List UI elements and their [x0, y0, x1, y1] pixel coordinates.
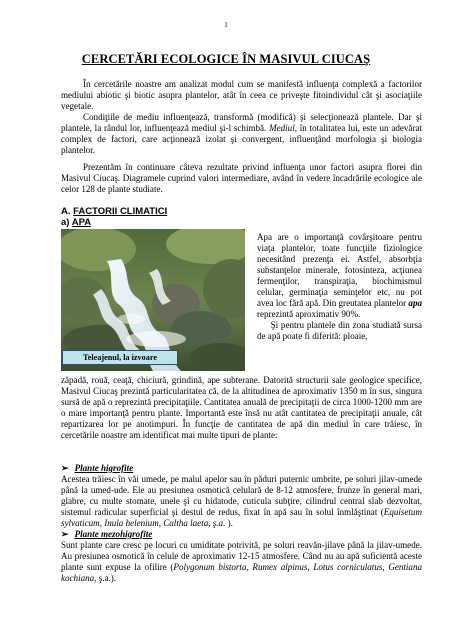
subsection-letter: a) [61, 217, 70, 228]
water-importance-text [257, 232, 422, 342]
mesohygrophytes-text-a: Sunt plante care cresc pe locuri cu umiditate potrivită, pe soluri reavăn-jilave până la jilav-umede. Au presiunea osmotică în celule de aproximativ 12-15 atmosfere. Când nu au apă suficientă aceste plante sunt expuse la ofilire ( [61, 540, 422, 572]
arrow-bullet-icon: ➢ [61, 529, 69, 539]
bullet-hygrophytes-label: Plante higrofite [74, 463, 134, 473]
bullet-mesohygrophytes-label: Plante mezohigrofite [74, 529, 153, 539]
section-label: FACTORII CLIMATICI [73, 206, 168, 217]
water-sources-text: Şi pentru plantele din zona studiată sursa de apă poate fi diferită: ploaie, [257, 320, 422, 341]
section-letter: A. [61, 206, 71, 217]
photo-caption: Teleajenul, la izvoare [62, 350, 178, 365]
environment-text-b: , în totalitatea lui, este un adevărat complex de factori, care acţionează izolat şi convergent, influenţând morfologia şi biologia plantelor. [61, 123, 422, 155]
subsection-heading-water [61, 217, 91, 228]
environment-paragraph [61, 112, 422, 156]
water-text-a: Apa are o importanţă covârşitoare pentru viaţa plantelor, toate funcţiile fiziologice necesitând prezenţa ei. Astfel, absorbţia substanţelor minerale, fotosinteza, acţiunea fermenţilor, transpiraţia, biochimismul celular, germinaţia seminţelor etc, nu pot avea loc fără apă. Din greutatea plantelor [257, 232, 422, 308]
water-text-b: reprezintă aproximativ 90%. [257, 309, 361, 319]
bullet-mesohygrophytes [61, 529, 152, 540]
hygrophytes-text-b: ). [225, 518, 233, 528]
water-sources-start [257, 320, 271, 331]
bullet-hygrophytes [61, 463, 133, 474]
mesohygrophytes-species: Polygonum bistorta, Rumex alpinus, Lotus corniculatus, Gentiana kochiana, [61, 562, 422, 583]
subsection-label: APA [71, 217, 92, 228]
water-sources-paragraph: zăpadă, rouă, ceaţă, chiciură, grindină, ape subterane. Datorită structurii sale geologice specifice, Masivul Ciucaş prezintă particularitatea că, de la altitudinea de aproximativ 1350 m în sus, singura sursă de apă o reprezintă precipitaţiile. Cantitatea anuală de precipitaţii de circa 1000-1200 mm are o mare importanţă pentru plante. Importantă este însă nu atât cantitatea de precipitaţii anuale, cât repartizarea lor pe anotimpuri. În funcţie de cantitatea de apă din mediul în care trăiesc, în cercetările noastre am identificat mai multe tipuri de plante: [61, 375, 422, 440]
intro-paragraph: În cercetările noastre am analizat modul cum se manifestă influenţa complexă a factorilor mediului abiotic şi biotic asupra plantelor, atât în ceea ce priveşte fitoindividul cât şi asociaţiile vegetale. [61, 79, 422, 111]
page-title: CERCETĂRI ECOLOGICE ÎN MASIVUL CIUCAŞ [81, 52, 371, 66]
arrow-bullet-icon: ➢ [61, 463, 69, 473]
environment-text-a: Condiţiile de mediu influenţează, transformă (modifică) şi selecţionează plantele. Dar şi plantele, la rândul lor, influenţează mediul şi-l schimbă. [61, 112, 422, 133]
hygrophytes-text-a: Acestea trăiesc în văi umede, pe malul apelor sau în păduri puternic umbrite, pe soluri jilav-umede până la umed-ude. Ele au presiunea osmotică celulară de 8-12 atmosfere, frunze în general mari, glabre, cu multe stomate, unele şi cu hidatode, cuticula subţire, cilindrul central slab dezvoltat, sistemul radicular superficial şi destul de redus, fixat în apă sau în solul înmlăştinat ( [61, 474, 422, 517]
environment-emphasis: Mediul [269, 123, 295, 133]
page-number: 1 [224, 21, 228, 29]
mesohygrophytes-paragraph [61, 540, 422, 584]
hygrophytes-paragraph [61, 474, 422, 529]
mesohygrophytes-text-b: ş.a.). [96, 573, 117, 583]
section-heading-climate [61, 206, 167, 217]
water-emphasis: apa [408, 298, 422, 308]
hygrophytes-species: Equisetum sylvaticum, Inula helenium, Caltha laeta, ş.a. [61, 507, 422, 528]
summary-paragraph: Prezentăm în continuare câteva rezultate privind influenţa unor factori asupra florei din Masivul Ciucaş. Diagramele cuprind valori intermediare, având în vedere încadrările ecologice ale celor 128 de plante studiate. [61, 162, 422, 194]
